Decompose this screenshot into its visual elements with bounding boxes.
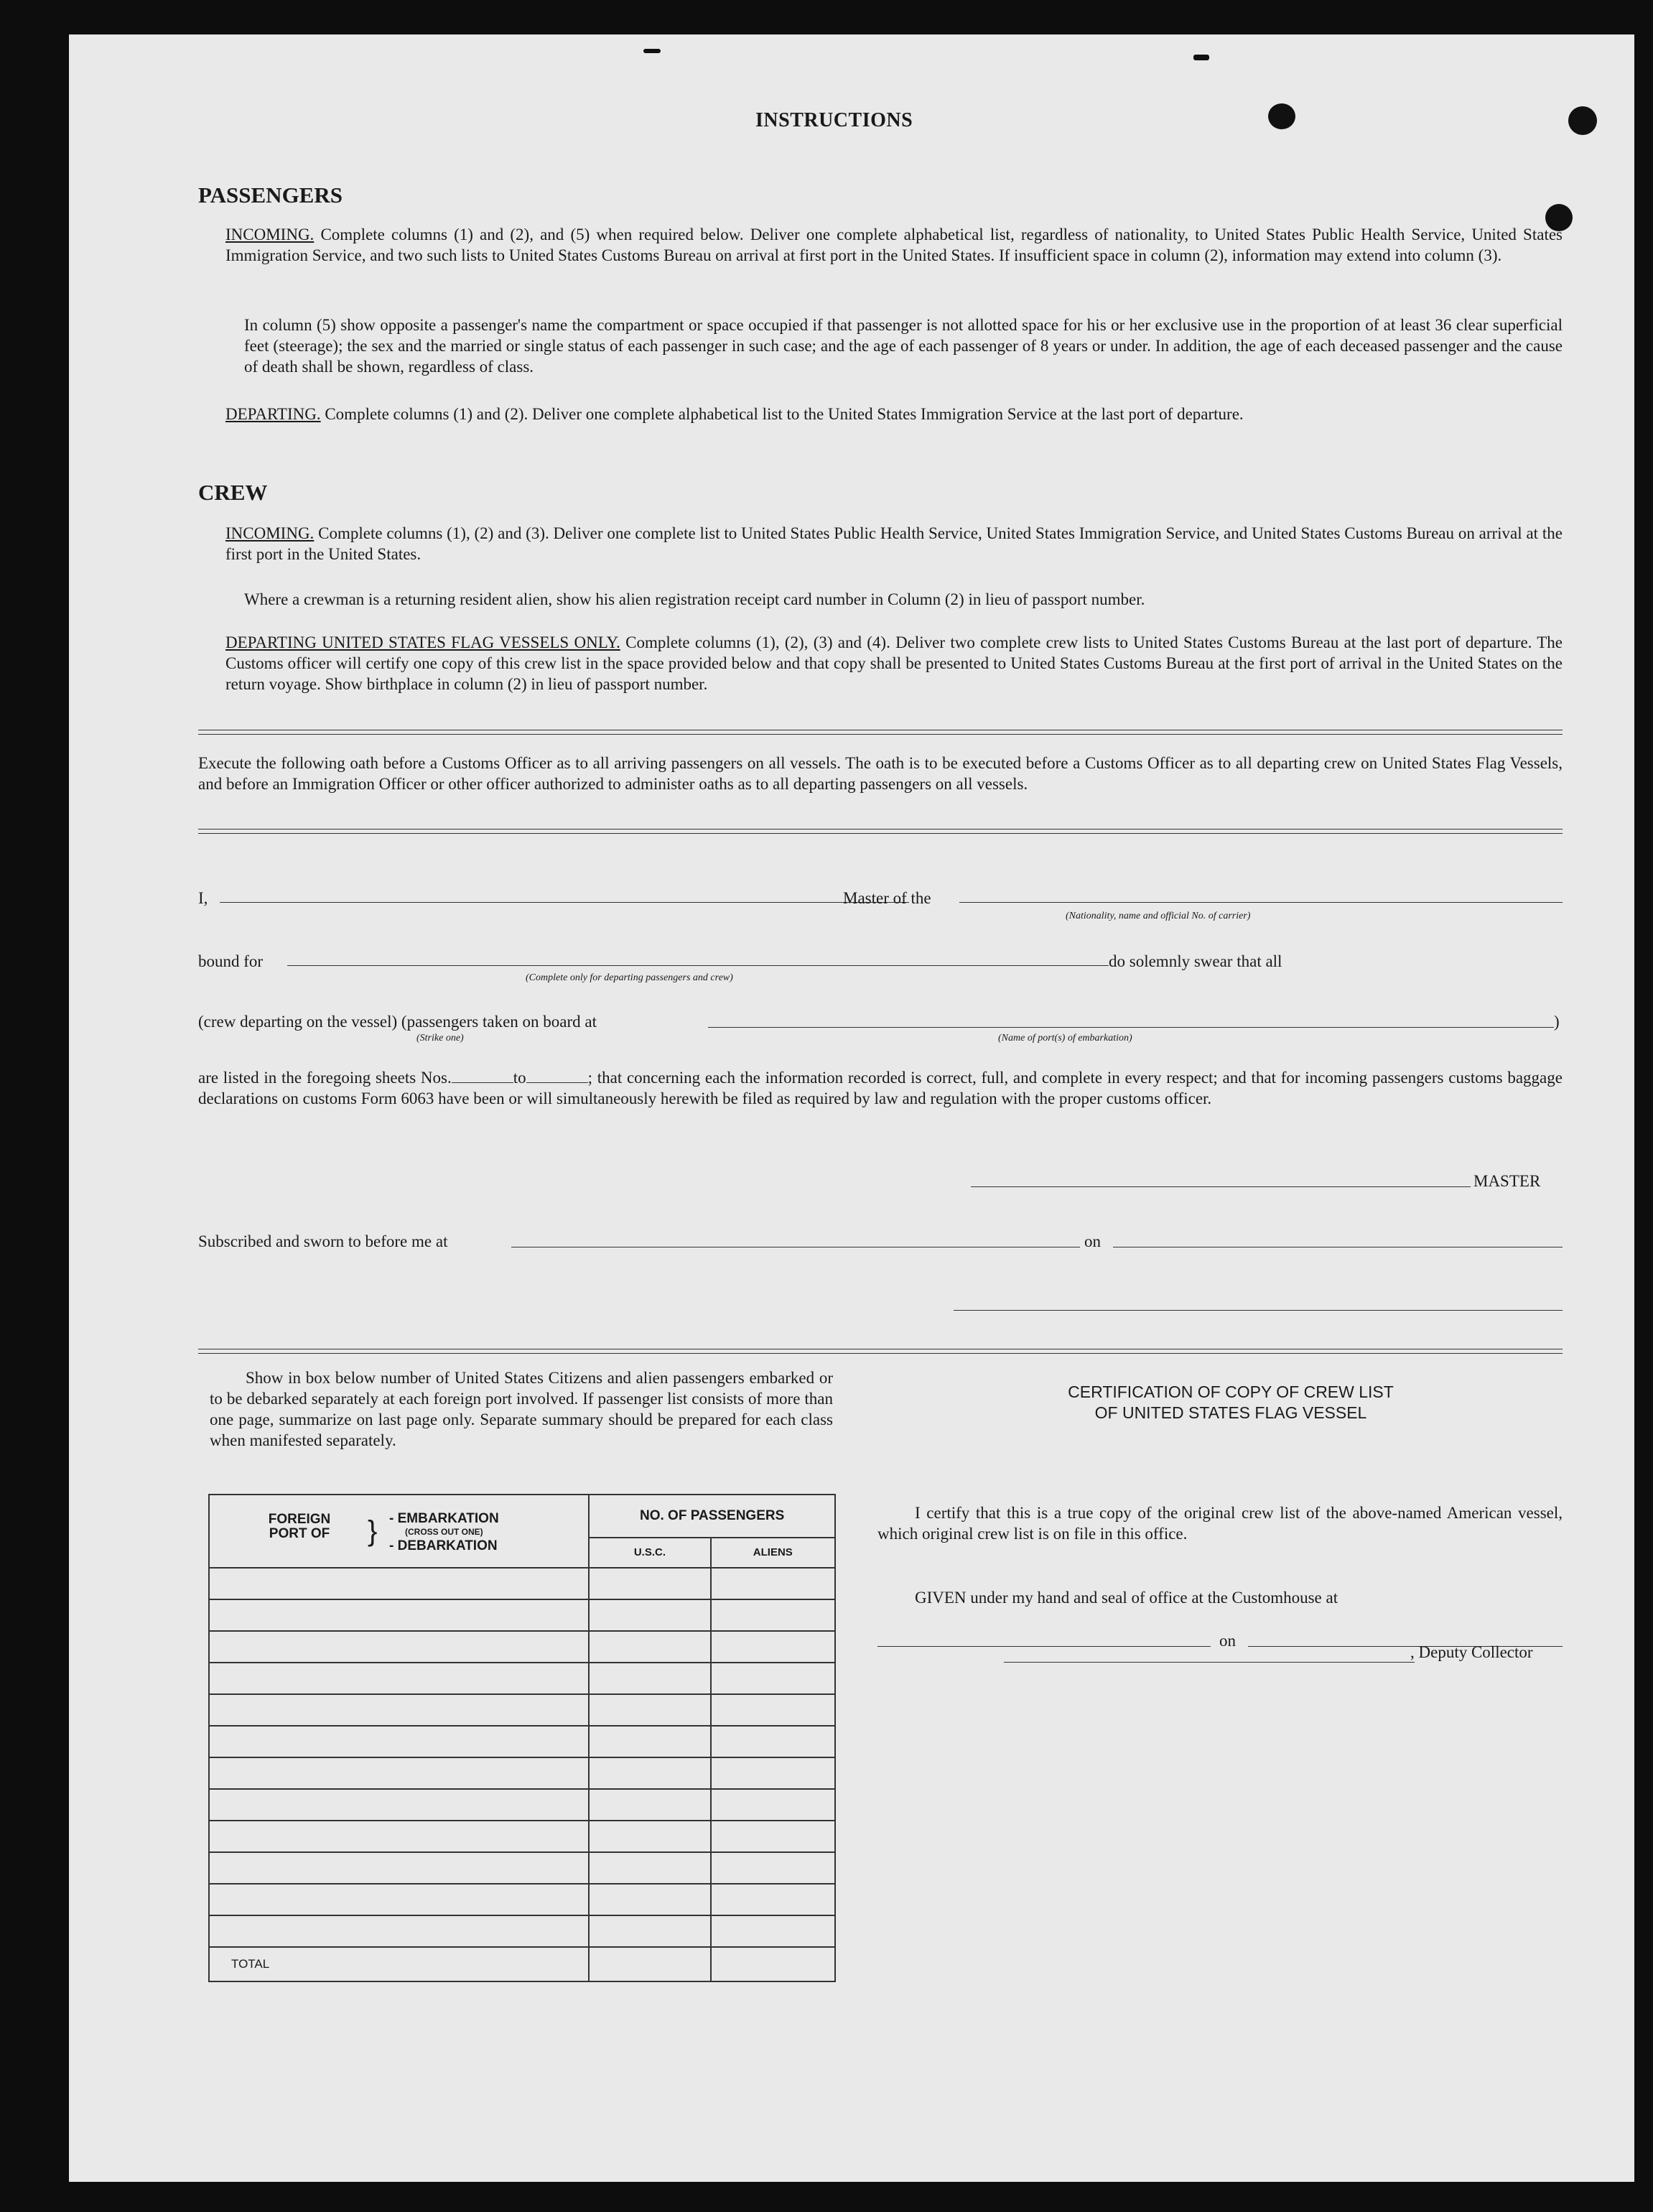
crew-departing-text: (crew departing on the vessel) (passengers taken on board at bbox=[198, 1013, 597, 1031]
embarkation-label: - EMBARKATION bbox=[389, 1511, 499, 1526]
aliens-cell[interactable] bbox=[711, 1599, 835, 1631]
passengers-incoming-text: Complete columns (1) and (2), and (5) when required below. Deliver one complete alphabetical list, regardless of nationality, to United States Public Health Service, United States Immigration Service, and two such lists to United States Customs Bureau on arrival at first port in the United States. If insufficient space in column (2), information may extend into column (3). bbox=[225, 226, 1563, 264]
aliens-cell[interactable] bbox=[711, 1821, 835, 1852]
table-row bbox=[209, 1821, 835, 1852]
certification-title-line1: CERTIFICATION OF COPY OF CREW LIST bbox=[1068, 1382, 1394, 1401]
aliens-cell[interactable] bbox=[711, 1631, 835, 1663]
port-cell[interactable] bbox=[209, 1726, 589, 1757]
passengers-heading: PASSENGERS bbox=[198, 182, 343, 208]
table-row bbox=[209, 1599, 835, 1631]
total-label: TOTAL bbox=[231, 1957, 270, 1971]
port-cell[interactable] bbox=[209, 1789, 589, 1821]
divider bbox=[198, 829, 1563, 834]
usc-cell[interactable] bbox=[589, 1789, 710, 1821]
close-paren: ) bbox=[1554, 1013, 1560, 1031]
usc-cell[interactable] bbox=[589, 1631, 710, 1663]
table-row bbox=[209, 1852, 835, 1884]
usc-cell[interactable] bbox=[589, 1694, 710, 1726]
aliens-cell[interactable] bbox=[711, 1915, 835, 1947]
port-cell[interactable] bbox=[209, 1568, 589, 1599]
usc-cell[interactable] bbox=[589, 1821, 710, 1852]
port-cell[interactable] bbox=[209, 1821, 589, 1852]
aliens-cell[interactable] bbox=[711, 1726, 835, 1757]
port-cell[interactable] bbox=[209, 1852, 589, 1884]
customhouse-field[interactable] bbox=[877, 1646, 1211, 1647]
table-row bbox=[209, 1663, 835, 1694]
sheet-to-field[interactable] bbox=[526, 1069, 588, 1083]
table-row bbox=[209, 1726, 835, 1757]
port-cell[interactable] bbox=[209, 1663, 589, 1694]
total-aliens-cell[interactable] bbox=[711, 1947, 835, 1981]
listed-text-a: are listed in the foregoing sheets Nos. bbox=[198, 1069, 452, 1087]
port-cell[interactable] bbox=[209, 1915, 589, 1947]
divider bbox=[198, 1349, 1563, 1354]
page-title: INSTRUCTIONS bbox=[755, 109, 913, 131]
passengers-departing-text: Complete columns (1) and (2). Deliver one complete alphabetical list to the United States Immigration Service at the last port of departure. bbox=[320, 405, 1244, 423]
oath-intro-paragraph: Execute the following oath before a Customs Officer as to all arriving passengers on all vessels. The oath is to be executed before a Customs Officer as to all departing crew on United States Flag Vessels, and before an Immigration Officer or other officer authorized to administer oaths as to all departing passengers on all vessels. bbox=[198, 754, 1563, 793]
port-cell[interactable] bbox=[209, 1757, 589, 1789]
deputy-signature-field[interactable] bbox=[1004, 1662, 1415, 1663]
passengers-departing-paragraph bbox=[225, 404, 1563, 424]
scan-mark bbox=[1568, 106, 1597, 135]
certification-on: on bbox=[1219, 1632, 1236, 1650]
cross-out-one-label: (CROSS OUT ONE) bbox=[405, 1527, 483, 1537]
crew-heading: CREW bbox=[198, 480, 268, 505]
table-row bbox=[209, 1915, 835, 1947]
passengers-incoming-paragraph bbox=[225, 224, 1563, 266]
usc-label: U.S.C. bbox=[633, 1546, 666, 1558]
listed-to-label: to bbox=[513, 1069, 526, 1087]
usc-cell[interactable] bbox=[589, 1852, 710, 1884]
embarkation-port-field[interactable] bbox=[708, 1027, 1554, 1028]
table-row bbox=[209, 1884, 835, 1915]
aliens-cell[interactable] bbox=[711, 1789, 835, 1821]
crew-incoming-text: Complete columns (1), (2) and (3). Deliver one complete list to United States Public Health Service, United States Immigration Service, and United States Customs Bureau on arrival at the first port in the United States. bbox=[225, 524, 1563, 563]
master-name-field[interactable] bbox=[220, 902, 909, 903]
debarkation-label: - DEBARKATION bbox=[389, 1538, 498, 1553]
usc-cell[interactable] bbox=[589, 1663, 710, 1694]
strike-one-note: (Strike one) bbox=[416, 1033, 464, 1044]
table-row bbox=[209, 1757, 835, 1789]
certification-deputy: , Deputy Collector bbox=[1410, 1643, 1533, 1661]
usc-cell[interactable] bbox=[589, 1884, 710, 1915]
embark-brace: } bbox=[368, 1515, 378, 1547]
crew-departing-text: Complete columns (1), (2), (3) and (4). Deliver two complete crew lists to United States Customs Bureau at the last port of departure. The Customs officer will certify one copy of this crew list in the space provided below and that copy shall be presented to United States Customs Bureau at the first port of arrival in the United States on the return voyage. Show birthplace in column (2) in lieu of passport number. bbox=[225, 633, 1563, 693]
crew-incoming-label: INCOMING. bbox=[225, 524, 315, 542]
aliens-cell[interactable] bbox=[711, 1884, 835, 1915]
nationality-note: (Nationality, name and official No. of carrier) bbox=[1066, 911, 1251, 921]
table-row bbox=[209, 1789, 835, 1821]
officer-signature-field[interactable] bbox=[954, 1310, 1563, 1311]
aliens-cell[interactable] bbox=[711, 1694, 835, 1726]
crew-incoming-paragraph bbox=[225, 523, 1563, 564]
crew-resident-paragraph: Where a crewman is a returning resident alien, show his alien registration receipt card number in Column (2) in lieu of passport number. bbox=[244, 590, 1145, 608]
table-header-port bbox=[209, 1495, 589, 1568]
certification-title bbox=[899, 1382, 1563, 1423]
usc-cell[interactable] bbox=[589, 1726, 710, 1757]
complete-only-note: (Complete only for departing passengers and crew) bbox=[526, 972, 733, 983]
aliens-label: ALIENS bbox=[753, 1546, 793, 1558]
aliens-header bbox=[711, 1538, 835, 1568]
table-row bbox=[209, 1568, 835, 1599]
aliens-cell[interactable] bbox=[711, 1663, 835, 1694]
oath-i-label: I, bbox=[198, 889, 208, 907]
scan-mark bbox=[1268, 103, 1295, 129]
scan-mark bbox=[1193, 55, 1209, 60]
master-label: MASTER bbox=[1473, 1172, 1541, 1190]
table-row bbox=[209, 1694, 835, 1726]
aliens-cell[interactable] bbox=[711, 1757, 835, 1789]
certification-title-line2: OF UNITED STATES FLAG VESSEL bbox=[1094, 1403, 1367, 1422]
crew-departing-label: DEPARTING UNITED STATES FLAG VESSELS ONLY. bbox=[225, 633, 620, 651]
usc-cell[interactable] bbox=[589, 1757, 710, 1789]
no-of-passengers-label: NO. OF PASSENGERS bbox=[639, 1508, 785, 1523]
master-signature-field[interactable] bbox=[971, 1186, 1471, 1187]
usc-cell[interactable] bbox=[589, 1915, 710, 1947]
document-page bbox=[69, 34, 1634, 2182]
port-note: (Name of port(s) of embarkation) bbox=[998, 1033, 1132, 1044]
aliens-cell[interactable] bbox=[711, 1852, 835, 1884]
listed-paragraph bbox=[198, 1067, 1563, 1109]
passenger-summary-table bbox=[208, 1494, 836, 1982]
foreign-port-of-label: FOREIGN PORT OF bbox=[268, 1512, 331, 1541]
bound-for-label: bound for bbox=[198, 952, 264, 970]
usc-header bbox=[589, 1538, 710, 1568]
port-cell[interactable] bbox=[209, 1884, 589, 1915]
table-header-passengers bbox=[589, 1495, 835, 1538]
port-cell[interactable] bbox=[209, 1599, 589, 1631]
certification-given: GIVEN under my hand and seal of office at the Customhouse at bbox=[915, 1589, 1338, 1607]
aliens-cell[interactable] bbox=[711, 1568, 835, 1599]
sheet-from-field[interactable] bbox=[452, 1069, 513, 1083]
box-instructions: Show in box below number of United States Citizens and alien passengers embarked or to be debarked separately at each foreign port involved. If passenger list consists of more than one page, summarize on last page only. Separate summary should be prepared for each class when manifested separately. bbox=[210, 1369, 833, 1449]
usc-cell[interactable] bbox=[589, 1599, 710, 1631]
usc-cell[interactable] bbox=[589, 1568, 710, 1599]
listed-text-b: ; that concerning each the information recorded is correct, full, and complete in every respect; and that for incoming passengers customs baggage declarations on customs Form 6063 have been or will simultaneously herewith be filed as required by law and regulation with the proper customs officer. bbox=[198, 1069, 1563, 1107]
port-cell[interactable] bbox=[209, 1694, 589, 1726]
total-label-cell bbox=[209, 1947, 589, 1981]
port-cell[interactable] bbox=[209, 1631, 589, 1663]
divider bbox=[198, 730, 1563, 735]
total-row bbox=[209, 1947, 835, 1981]
passengers-incoming-label: INCOMING. bbox=[225, 226, 315, 243]
swear-text: do solemnly swear that all bbox=[1109, 952, 1282, 970]
table-row bbox=[209, 1631, 835, 1663]
passengers-column5-paragraph: In column (5) show opposite a passenger's name the compartment or space occupied if that passenger is not allotted space for his or her exclusive use in the proportion of at least 36 clear superficial feet (steerage); the sex and the married or single status of each passenger in such case; and the age of each passenger of 8 years or under. In addition, the age of each deceased passenger and the cause of death shall be shown, regardless of class. bbox=[244, 316, 1563, 376]
certification-certify: I certify that this is a true copy of the original crew list of the above-named American vessel, which original crew list is on file in this office. bbox=[877, 1504, 1563, 1543]
carrier-field[interactable] bbox=[959, 902, 1563, 903]
crew-departing-paragraph bbox=[225, 632, 1563, 694]
passengers-departing-label: DEPARTING. bbox=[225, 405, 321, 423]
scan-mark bbox=[643, 49, 661, 53]
master-of-the-label: Master of the bbox=[843, 889, 931, 907]
total-usc-cell[interactable] bbox=[589, 1947, 710, 1981]
subscribed-on-label: on bbox=[1084, 1232, 1101, 1250]
subscribed-label: Subscribed and sworn to before me at bbox=[198, 1232, 448, 1250]
bound-for-field[interactable] bbox=[287, 965, 1109, 966]
